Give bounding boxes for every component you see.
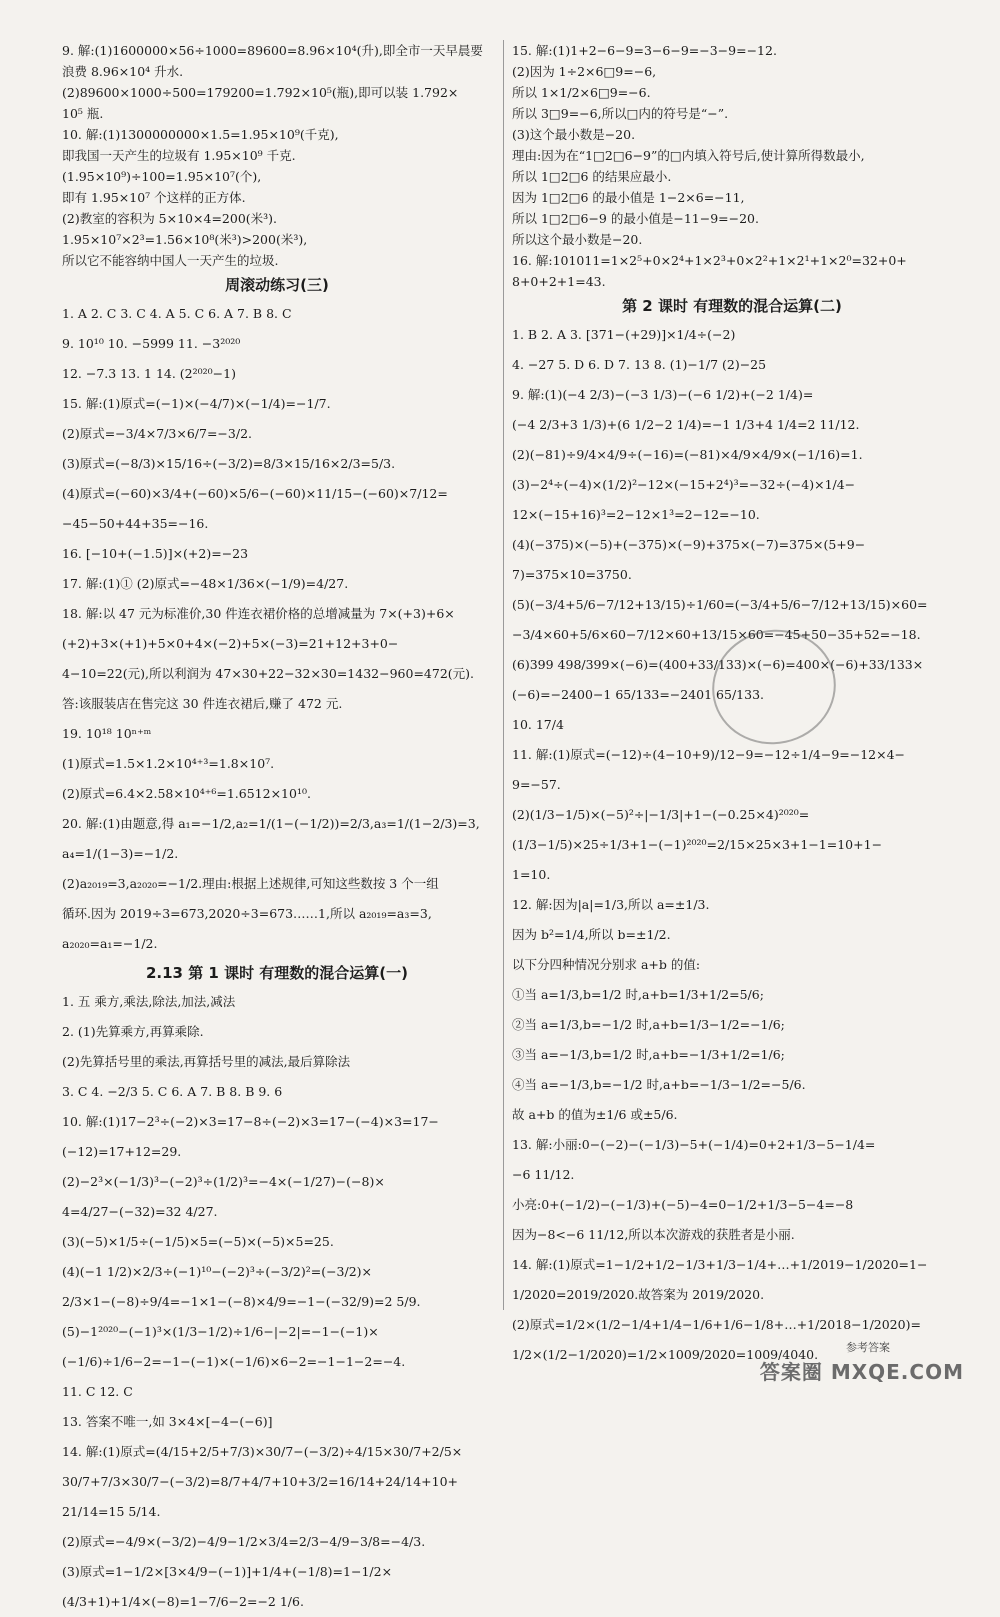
answer-line: 15. 解:(1)原式=(−1)×(−4/7)×(−1/4)=−1/7.	[62, 396, 331, 411]
answer-line: −45−50+44+35=−16.	[62, 516, 209, 531]
answer-line: (−4 2/3+3 1/3)+(6 1/2−2 1/4)=−1 1/3+4 1/4=2 11/12.	[512, 417, 860, 432]
answer-line: (3)原式=1−1/2×[3×4/9−(−1)]+1/4+(−1/8)=1−1/2×	[62, 1564, 393, 1579]
column-divider	[503, 40, 504, 1310]
site-watermark: 答案圈 MXQE.COM	[759, 1360, 964, 1384]
answer-line: (1/3−1/5)×25÷1/3+1−(−1)²⁰²⁰=2/15×25×3+1−1=10+1−	[512, 837, 883, 852]
answer-line: 2/3×1−(−8)÷9/4=−1×1−(−8)×4/9=−1−(−32/9)=2 5/9.	[62, 1294, 421, 1309]
answer-line: a₂₀₂₀=a₁=−1/2.	[62, 936, 158, 951]
answer-line: (6)399 498/399×(−6)=(400+33/133)×(−6)=400×(−6)+33/133×	[512, 657, 924, 672]
answer-line: 15. 解:(1)1+2−6−9=3−6−9=−3−9=−12.	[512, 43, 777, 58]
answer-line: 因为 1□2□6 的最小值是 1−2×6=−11,	[512, 190, 745, 205]
answer-line: −3/4×60+5/6×60−7/12×60+13/15×60=−45+50−35+52=−18.	[512, 627, 921, 642]
answer-line: ①当 a=1/3,b=1/2 时,a+b=1/3+1/2=5/6;	[512, 987, 764, 1002]
answer-line: 16. 解:101011=1×2⁵+0×2⁴+1×2³+0×2²+1×2¹+1×2⁰=32+0+	[512, 253, 907, 268]
answer-line: 所以 1□2□6−9 的最小值是−11−9=−20.	[512, 211, 759, 226]
answer-line: 所以它不能容纳中国人一天产生的垃圾.	[62, 253, 279, 268]
answer-line: (−12)=17+12=29.	[62, 1144, 182, 1159]
answer-line: 即我国一天产生的垃圾有 1.95×10⁹ 千克.	[62, 148, 296, 163]
answer-line: ③当 a=−1/3,b=1/2 时,a+b=−1/3+1/2=1/6;	[512, 1047, 785, 1062]
answer-line: 13. 答案不唯一,如 3×4×[−4−(−6)]	[62, 1414, 273, 1429]
answer-line: 所以 1□2□6 的结果应最小.	[512, 169, 672, 184]
page-footer: 参考答案	[846, 1341, 890, 1354]
answer-line: 4. −27 5. D 6. D 7. 13 8. (1)−1/7 (2)−25	[512, 357, 767, 372]
answer-line: ④当 a=−1/3,b=−1/2 时,a+b=−1/3−1/2=−5/6.	[512, 1077, 806, 1092]
answer-line: 4=4/27−(−32)=32 4/27.	[62, 1204, 218, 1219]
answer-line: (2)(−81)÷9/4×4/9÷(−16)=(−81)×4/9×4/9×(−1/16)=1.	[512, 447, 863, 462]
answer-line: 1.95×10⁷×2³=1.56×10⁸(米³)>200(米³),	[62, 232, 308, 247]
answer-line: (2)因为 1÷2×6□9=−6,	[512, 64, 657, 79]
answer-line: (2)a₂₀₁₉=3,a₂₀₂₀=−1/2.理由:根据上述规律,可知这些数按 3 个一组	[62, 876, 439, 891]
answer-line: (5)−1²⁰²⁰−(−1)³×(1/3−1/2)÷1/6−|−2|=−1−(−1)×	[62, 1324, 379, 1339]
answer-line: 循环.因为 2019÷3=673,2020÷3=673……1,所以 a₂₀₁₉=a₃=3,	[62, 906, 432, 921]
answer-line: (2)原式=−3/4×7/3×6/7=−3/2.	[62, 426, 252, 441]
answer-line: (1.95×10⁹)÷100=1.95×10⁷(个),	[62, 169, 262, 184]
left-answers-block-1	[62, 40, 492, 271]
left-answers-block-3	[62, 987, 492, 1617]
answer-line: 所以 3□9=−6,所以□内的符号是“−”.	[512, 106, 729, 121]
answer-line: 1. 五 乘方,乘法,除法,加法,减法	[62, 994, 236, 1009]
answer-line: 12×(−15+16)³=2−12×1³=2−12=−10.	[512, 507, 760, 522]
answer-line: (2)89600×1000÷500=179200=1.792×10⁵(瓶),即可以装 1.792×	[62, 85, 459, 100]
answer-line: 10⁵ 瓶.	[62, 106, 104, 121]
answer-line: 8+0+2+1=43.	[512, 274, 606, 289]
answer-line: (3)这个最小数是−20.	[512, 127, 636, 142]
answer-line: (−1/6)÷1/6−2=−1−(−1)×(−1/6)×6−2=−1−1−2=−4.	[62, 1354, 406, 1369]
answer-line: 浪费 8.96×10⁴ 升水.	[62, 64, 184, 79]
answer-line: 12. 解:因为|a|=1/3,所以 a=±1/3.	[512, 897, 710, 912]
answer-line: 18. 解:以 47 元为标准价,30 件连衣裙价格的总增减量为 7×(+3)+6×	[62, 606, 455, 621]
answer-line: 11. 解:(1)原式=(−12)÷(4−10+9)/12−9=−12÷1/4−9=−12×4−	[512, 747, 906, 762]
section-title-mixed-operations-2: 第 2 课时 有理数的混合运算(二)	[622, 297, 842, 315]
answer-line: 9. 解:(1)(−4 2/3)−(−3 1/3)−(−6 1/2)+(−2 1/4)=	[512, 387, 814, 402]
answer-line: 9=−57.	[512, 777, 561, 792]
answer-line: 13. 解:小丽:0−(−2)−(−1/3)−5+(−1/4)=0+2+1/3−5−1/4=	[512, 1137, 876, 1152]
answer-line: 因为−8<−6 11/12,所以本次游戏的获胜者是小丽.	[512, 1227, 795, 1242]
answer-line: 答:该服装店在售完这 30 件连衣裙后,赚了 472 元.	[62, 696, 343, 711]
answer-line: (3)原式=(−8/3)×15/16÷(−3/2)=8/3×15/16×2/3=5/3.	[62, 456, 396, 471]
answer-line: 即有 1.95×10⁷ 个这样的正方体.	[62, 190, 246, 205]
answer-line: 11. C 12. C	[62, 1384, 133, 1399]
answer-line: 因为 b²=1/4,所以 b=±1/2.	[512, 927, 671, 942]
left-answers-block-2	[62, 299, 492, 959]
answer-line: 17. 解:(1)① (2)原式=−48×1/36×(−1/9)=4/27.	[62, 576, 349, 591]
answer-line: (2)原式=−4/9×(−3/2)−4/9−1/2×3/4=2/3−4/9−3/8=−4/3.	[62, 1534, 426, 1549]
answer-line: a₄=1/(1−3)=−1/2.	[62, 846, 179, 861]
answer-line: 9. 10¹⁰ 10. −5999 11. −3²⁰²⁰	[62, 336, 241, 351]
answer-line: ②当 a=1/3,b=−1/2 时,a+b=1/3−1/2=−1/6;	[512, 1017, 785, 1032]
answer-line: 16. [−10+(−1.5)]×(+2)=−23	[62, 546, 249, 561]
answer-line: (2)(1/3−1/5)×(−5)²÷|−1/3|+1−(−0.25×4)²⁰²⁰=	[512, 807, 810, 822]
section-title-weekly-review: 周滚动练习(三)	[225, 276, 329, 294]
answer-line: (2)教室的容积为 5×10×4=200(米³).	[62, 211, 278, 226]
answer-line: 以下分四种情况分别求 a+b 的值:	[512, 957, 701, 972]
answer-line: 1. B 2. A 3. [371−(+29)]×1/4÷(−2)	[512, 327, 736, 342]
answer-line: (3)(−5)×1/5÷(−1/5)×5=(−5)×(−5)×5=25.	[62, 1234, 334, 1249]
answer-line: 1. A 2. C 3. C 4. A 5. C 6. A 7. B 8. C	[62, 306, 292, 321]
answer-line: 所以这个最小数是−20.	[512, 232, 643, 247]
answer-line: 30/7+7/3×30/7−(−3/2)=8/7+4/7+10+3/2=16/14+24/14+10+	[62, 1474, 459, 1489]
answer-line: (4)(−1 1/2)×2/3÷(−1)¹⁰−(−2)³÷(−3/2)²=(−3/2)×	[62, 1264, 373, 1279]
answer-line: (2)先算括号里的乘法,再算括号里的减法,最后算除法	[62, 1054, 351, 1069]
answer-line: 2. (1)先算乘方,再算乘除.	[62, 1024, 204, 1039]
answer-line: (+2)+3×(+1)+5×0+4×(−2)+5×(−3)=21+12+3+0−	[62, 636, 399, 651]
answer-line: 14. 解:(1)原式=(4/15+2/5+7/3)×30/7−(−3/2)÷4/15×30/7+2/5×	[62, 1444, 463, 1459]
answer-line: 所以 1×1/2×6□9=−6.	[512, 85, 651, 100]
answer-line: 1/2020=2019/2020.故答案为 2019/2020.	[512, 1287, 765, 1302]
right-answers-block-2	[512, 320, 952, 1370]
answer-line: 10. 解:(1)17−2³÷(−2)×3=17−8÷(−2)×3=17−(−4)×3=17−	[62, 1114, 439, 1129]
answer-line: 1/2×(1/2−1/2020)=1/2×1009/2020=1009/4040.	[512, 1347, 819, 1362]
answer-line: 4−10=22(元),所以利润为 47×30+22−32×30=1432−960=472(元).	[62, 666, 475, 681]
answer-line: 14. 解:(1)原式=1−1/2+1/2−1/3+1/3−1/4+…+1/2019−1/2020=1−	[512, 1257, 928, 1272]
answer-line: (1)原式=1.5×1.2×10⁴⁺³=1.8×10⁷.	[62, 756, 275, 771]
answer-line: 19. 10¹⁸ 10ⁿ⁺ᵐ	[62, 726, 152, 741]
answer-line: 10. 解:(1)1300000000×1.5=1.95×10⁹(千克),	[62, 127, 339, 142]
answer-line: (2)原式=6.4×2.58×10⁴⁺⁶=1.6512×10¹⁰.	[62, 786, 311, 801]
answer-line: (4)原式=(−60)×3/4+(−60)×5/6−(−60)×11/15−(−60)×7/12=	[62, 486, 448, 501]
answer-line: 12. −7.3 13. 1 14. (2²⁰²⁰−1)	[62, 366, 236, 381]
answer-line: (4/3+1)+1/4×(−8)=1−7/6−2=−2 1/6.	[62, 1594, 304, 1609]
answer-line: 3. C 4. −2/3 5. C 6. A 7. B 8. B 9. 6	[62, 1084, 283, 1099]
answer-line: (4)(−375)×(−5)+(−375)×(−9)+375×(−7)=375×(5+9−	[512, 537, 866, 552]
answer-line: (2)原式=1/2×(1/2−1/4+1/4−1/6+1/6−1/8+…+1/2018−1/2020)=	[512, 1317, 921, 1332]
answer-line: (2)−2³×(−1/3)³−(−2)³÷(1/2)³=−4×(−1/27)−(−8)×	[62, 1174, 385, 1189]
section-title-mixed-operations-1: 2.13 第 1 课时 有理数的混合运算(一)	[145, 964, 409, 982]
answer-line: 9. 解:(1)1600000×56÷1000=89600=8.96×10⁴(升),即全市一天早晨要	[62, 43, 483, 58]
answer-line: 小亮:0+(−1/2)−(−1/3)+(−5)−4=0−1/2+1/3−5−4=−8	[512, 1197, 854, 1212]
answer-line: (3)−2⁴÷(−4)×(1/2)²−12×(−15+2⁴)³=−32÷(−4)×1/4−	[512, 477, 856, 492]
answer-line: 7)=375×10=3750.	[512, 567, 632, 582]
answer-line: 故 a+b 的值为±1/6 或±5/6.	[512, 1107, 678, 1122]
left-column	[62, 40, 492, 1617]
answer-line: 21/14=15 5/14.	[62, 1504, 161, 1519]
answer-line: 20. 解:(1)由题意,得 a₁=−1/2,a₂=1/(1−(−1/2))=2/3,a₃=1/(1−2/3)=3,	[62, 816, 480, 831]
right-answers-block-1	[512, 40, 952, 292]
answer-line: −6 11/12.	[512, 1167, 575, 1182]
answer-line: 理由:因为在“1□2□6−9”的□内填入符号后,使计算所得数最小,	[512, 148, 865, 163]
answer-line: 10. 17/4	[512, 717, 564, 732]
answer-line: (−6)=−2400−1 65/133=−2401 65/133.	[512, 687, 764, 702]
answer-line: (5)(−3/4+5/6−7/12+13/15)÷1/60=(−3/4+5/6−7/12+13/15)×60=	[512, 597, 928, 612]
answer-line: 1=10.	[512, 867, 551, 882]
